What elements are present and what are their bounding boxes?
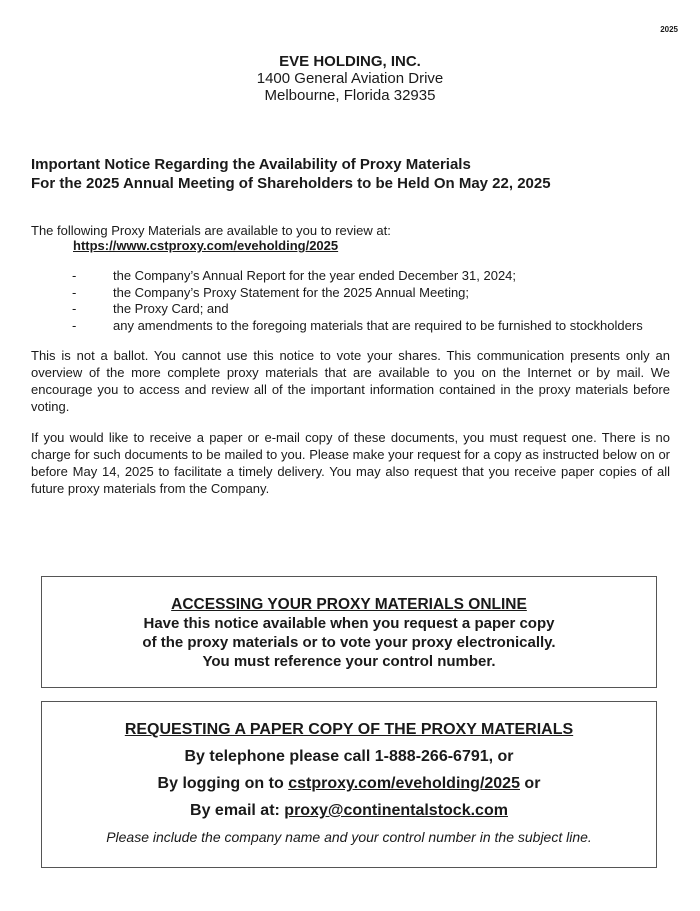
phone-suffix: , or [488,748,514,765]
list-item [31,285,676,302]
dash-marker: - [72,268,77,283]
list-item [31,318,676,335]
list-item-text: the Company’s Proxy Statement for the 2025 Annual Meeting; [113,284,470,300]
web-prefix: By logging on to [157,775,289,792]
web-suffix: or [519,775,541,792]
subject-line-note: Please include the company name and your control number in the subject line. [106,829,592,845]
online-box-line-3: You must reference your control number. [202,653,496,670]
materials-list [31,268,676,334]
request-box-title: REQUESTING A PAPER COPY OF THE PROXY MATERIALS [124,721,574,738]
phone-prefix: By telephone please call [184,748,375,765]
email-prefix: By email at: [190,802,285,819]
paper-copy-paragraph: If you would like to receive a paper or e-mail copy of these documents, you must request one. There is no charge for such documents to be mailed to you. Please make your request for a copy as instructed below on or before May 14, 2025 to facilitate a timely delivery. You may also request that you receive paper copies of all future proxy materials from the Company. [31,430,670,496]
telephone-line [42,747,656,767]
list-item [31,301,676,318]
online-access-box [41,576,657,688]
notice-title-line-1: Important Notice Regarding the Availability of Proxy Materials [31,156,471,173]
year-tag: 2025 [660,25,678,34]
online-box-title: ACCESSING YOUR PROXY MATERIALS ONLINE [171,596,527,613]
web-line [42,774,656,794]
list-item-text: any amendments to the foregoing materials that are required to be furnished to stockholders [113,317,643,333]
intro [31,223,671,253]
address-line-2: Melbourne, Florida 32935 [264,87,436,104]
dash-marker: - [72,317,77,333]
list-item-text: the Proxy Card; and [113,301,229,316]
list-item [31,268,676,285]
email-line [42,801,656,821]
address-line-1: 1400 General Aviation Drive [256,70,444,87]
web-link[interactable]: cstproxy.com/eveholding/2025 [288,775,520,792]
phone-number[interactable]: 1-888-266-6791 [374,748,489,765]
not-ballot-paragraph: This is not a ballot. You cannot use this notice to vote your shares. This communication presents only an overview of the more complete proxy materials that are available to you on the Internet or by mail. We encourage you to access and review all of the important information contained in the proxy materials before voting. [31,348,670,414]
company-name: EVE HOLDING, INC. [279,53,421,70]
company-header [0,53,700,104]
paper-request-box [41,701,657,868]
dash-marker: - [72,284,77,300]
notice-title-line-2: For the 2025 Annual Meeting of Shareholders to be Held On May 22, 2025 [31,175,551,192]
intro-text: The following Proxy Materials are available to you to review at: [31,223,391,238]
online-box-line-2: of the proxy materials or to vote your proxy electronically. [142,634,556,651]
notice-title [31,155,671,193]
dash-marker: - [72,301,77,316]
email-link[interactable]: proxy@continentalstock.com [284,802,508,819]
online-box-line-1: Have this notice available when you request a paper copy [143,615,555,632]
proxy-materials-link[interactable]: https://www.cstproxy.com/eveholding/2025 [73,238,339,253]
list-item-text: the Company’s Annual Report for the year ended December 31, 2024; [113,268,517,283]
